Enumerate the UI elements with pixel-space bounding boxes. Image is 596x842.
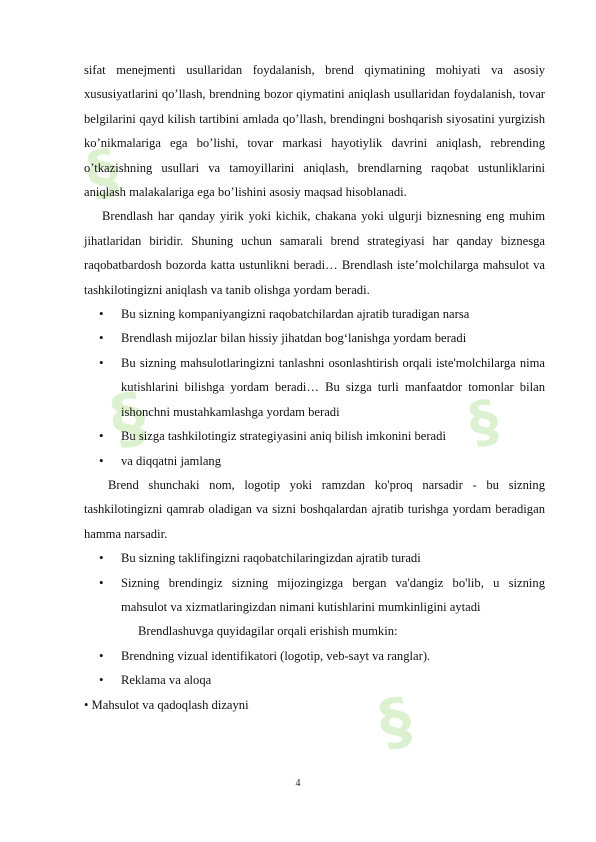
- watermark-logo-icon: §: [372, 682, 419, 761]
- watermark-logo-icon: §: [81, 135, 125, 211]
- watermark-logo-icon: §: [104, 377, 153, 460]
- list-item: • Bu sizga tashkilotingiz strategiyasini aniq bilish imkonini beradi: [84, 424, 545, 448]
- list-item: • Sizning brendingiz sizning mijozingizga bergan va'dangiz bo'lib, u sizning mahsulot va xizmatlaringizdan nimani kutishlarini mumkinligini aytadi: [84, 571, 545, 620]
- list-item: • Bu sizning taklifingizni raqobatchilaringizdan ajratib turadi: [84, 546, 545, 570]
- bullet-list-2: [84, 546, 545, 619]
- paragraph-branding: Brendlash har qanday yirik yoki kichik, chakana yoki ulgurji biznesning eng muhim jihatlaridan biridir. Shuning uchun samarali brend strategiyasi har qanday biznesga raqobatbardosh bozorda katta ustunlikni beradi… Brendlash iste’molchilarga mahsulot va tashkilotingizni aniqlash va tanib olishga yordam beradi.: [84, 209, 545, 297]
- bullet-list-3: [84, 644, 545, 693]
- bullet-list-1: [84, 302, 545, 473]
- list-item: • Brendlash mijozlar bilan hissiy jihatdan bog‘lanishga yordam beradi: [84, 326, 545, 350]
- list-item: • va diqqatni jamlang: [84, 449, 545, 473]
- paragraph-last-line: • Mahsulot va qadoqlash dizayni: [84, 697, 249, 712]
- page-number: 4: [295, 778, 301, 789]
- list-item: • Bu sizning kompaniyangizni raqobatchilardan ajratib turadigan narsa: [84, 302, 545, 326]
- paragraph-intro: sifat menejmenti usullaridan foydalanish, brend qiymatining mohiyati va asosiy xususiyatlarini qo’llash, brendning bozor qiymatini aniqlash usullaridan foydalanish, tovar belgilarini qayd kilish tartibini amlada qo’llash, brendingni boshqarish siyosatini yurgizish ko’nikmalariga ega bo’lishi, tovar markasi hayotiylik davrini aniqlash, rebrending o’tkazishning usullari va tamoyillarini aniqlash, brendlarning raqobat ustunliklarini aniqlash malakalariga ega bo’lishini asosiy maqsad hisoblanadi.: [84, 63, 545, 200]
- paragraph-brand-definition: Brend shunchaki nom, logotip yoki ramzdan ko'proq narsadir - bu sizning tashkilotingizni qamrab oladigan va sizni boshqalardan ajratib turishga yordam beradigan hamma narsadir.: [84, 477, 545, 541]
- list-item: • Bu sizning mahsulotlaringizni tanlashni osonlashtirish orqali iste'molchilarga nima kutishlarini bilishga yordam beradi… Bu sizga turli manfaatdor tomonlar bilan ishonchni mustahkamlashga yordam beradi: [84, 351, 545, 424]
- watermark-logo-icon: §: [463, 387, 505, 458]
- list-item: • Reklama va aloqa: [84, 668, 545, 692]
- paragraph-achieve: Brendlashuvga quyidagilar orqali erishish mumkin:: [138, 624, 398, 639]
- list-item: • Brendning vizual identifikatori (logotip, veb-sayt va ranglar).: [84, 644, 545, 668]
- page-content: [84, 58, 545, 717]
